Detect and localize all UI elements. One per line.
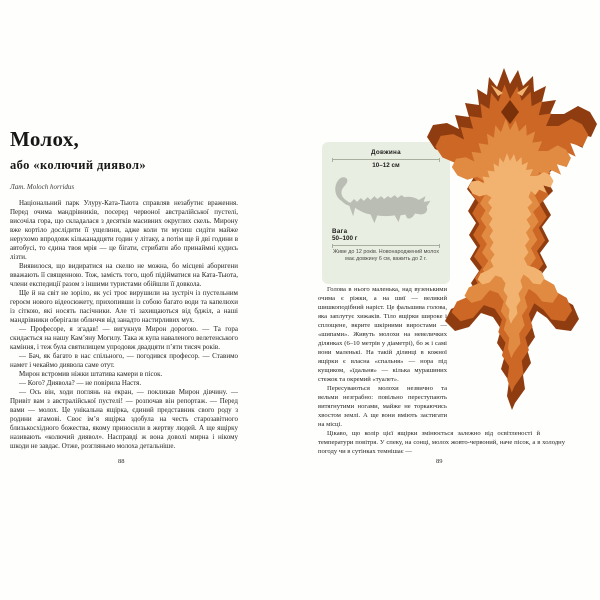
paragraph: — Ось він, ходи поглянь на екран, — покликав Мирон дівчину. — Привіт вам з австралійської пустелі! — розпочав він репортаж. — Перед вами — молох. Це унікальна ящірка, єдиний представник свого роду з родини агамові. Своє ім’я ящірка здобула на честь старозавітного близькосхідного божества, якому приносили в жертву людей. А ще ящірку називають «колючий диявол». Насправді ж вона доволі мирна і нікому шкоди не завдає. Отже, розгляньмо молоха детальніше. <box>10 388 238 450</box>
paragraph: — Бач, як багато в нас спільного, — погодився професор. — Ставимо намет і чекаймо диявола саме отут. <box>10 352 238 369</box>
infographic-note: Живе до 12 років. Новонароджений молох має довжину 6 см, важить до 2 г. <box>332 249 440 262</box>
page-number-left: 88 <box>118 458 125 465</box>
chapter-subtitle: або «колючий диявол» <box>10 158 147 172</box>
page-number-right: 89 <box>436 458 443 465</box>
paragraph: Виявилося, що видиратися на скелю не можна, бо місцеві аборигени вважають її священною. Тож, замість того, щоб підійматися на Ката-Тьюта, члени експедиції разом з іншими туристами обійшли її довкола. <box>10 262 238 288</box>
paragraph: Цікаво, що колір цієї ящірки змінюється залежно від освітленості й температури повітря. У спеку, на сонці, молох жовто-червоний, наче пісок, а в холодну погоду чи в сутінках темнішає — <box>318 430 565 455</box>
paragraph: Пересуваються молохи незвично та вельми незграбно: повільно переступають витягнутими ногами, майже не торкаючись хвостом землі. А ще вони вміють застигати на місці. <box>318 385 447 428</box>
left-body-text <box>10 199 238 451</box>
weight-value: 50–100 г <box>332 235 358 242</box>
paragraph: Національний парк Улуру-Ката-Тьюта справляв незабутнє враження. Перед очима мандрівників, посеред червоної австралійської пустелі, височіла гора, що складалася з десятків масивних округлих скель. Мирону вже кортіло дослідити її ущелини, адже коли ти мусиш сидіти майже нерухомо впродовж кільканадцяти годин у літаку, а потім ще й дві години в автобусі, то єдина твоя мрія — це бігати, стрибати або принаймні кудись лізти. <box>10 199 238 261</box>
weight-label: Вага <box>332 228 348 235</box>
paragraph: — Професоре, я згадав! — вигукнув Мирон дорогою. — Та гора скидається на нашу Кам’яну Могилу. Така ж купа наваленого велетенського каміння, і теж була святилищем упродовж двадцяти п’яти тисяч років. <box>10 325 238 351</box>
length-label: Довжина <box>371 149 401 156</box>
length-value: 10–12 см <box>372 162 400 169</box>
paragraph: Голова в нього маленька, над вузенькими очима є ріжки, а на шиї — великий шишкоподібний наріст. Це фальшива голова, яка заплутує хижаків. Тіло ящірки широке і сплощене, вкрите шкірними виростами — «шипами». Живуть молохи на невеличких ділянках (6–10 метрів у діаметрі), бо ж і самі вони маленькі. На такій ділянці в кожної ящірки є власна «спальня» — нора під кущиком, «їдальня» — кілька мурашиних стежок та окремий «туалет». <box>318 286 447 383</box>
wrap-spacer <box>497 420 565 429</box>
paragraph: Мирон встромив ніжки штатива камери в пісок. <box>19 370 163 378</box>
paragraph: Ще й на світ не зоріло, як усі троє вирушили на зустріч із пустельним героєм нового відеосюжету, прихопивши із собою багато води та капелюхи із сіткою, які носять пасічники. Але ті захищаються від бджіл, а наші мандрівники оберігали обличчя від занадто настирливих мух. <box>10 289 238 324</box>
wrap-spacer <box>447 285 565 420</box>
latin-name: Лат. Moloch horridus <box>10 183 75 191</box>
right-body-text <box>318 285 565 456</box>
paragraph: — Кого? Диявола? — не повірила Настя. <box>19 379 142 387</box>
chapter-title: Молох, <box>10 127 80 151</box>
wrap-spacer <box>540 429 565 438</box>
